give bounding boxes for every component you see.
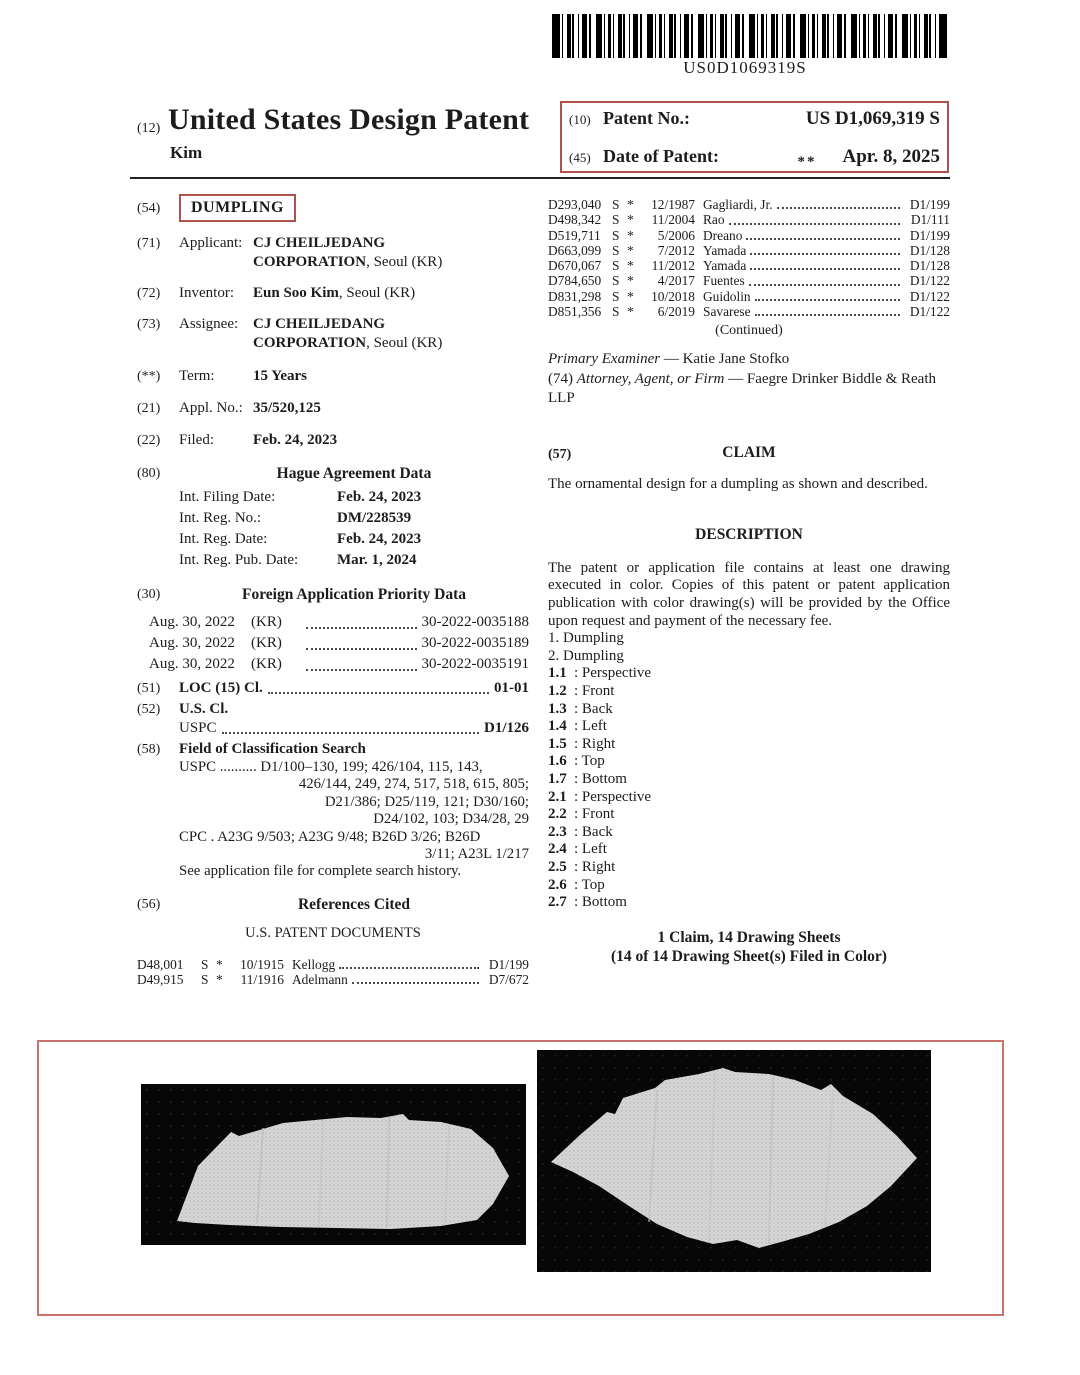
references-continued-note: (Continued) bbox=[715, 323, 783, 339]
figure-views-list bbox=[548, 665, 950, 911]
inventor-value bbox=[253, 284, 473, 303]
figure-view-label: : Left bbox=[574, 718, 607, 735]
ref-date: 10/2018 bbox=[651, 288, 695, 304]
hague-label: Int. Filing Date: bbox=[179, 489, 276, 505]
field-search-label: Field of Classification Search bbox=[179, 741, 366, 757]
figure-number: 2.7 bbox=[548, 894, 567, 911]
term-value: 15 Years bbox=[253, 368, 308, 384]
ref-name: Guidolin bbox=[703, 288, 751, 304]
design-title: DUMPLING bbox=[179, 194, 296, 222]
filed-value: Feb. 24, 2023 bbox=[253, 432, 338, 448]
ref-name: Yamada bbox=[703, 242, 747, 258]
dot-leader bbox=[749, 284, 900, 286]
loc-line bbox=[179, 679, 529, 698]
assignee-name: CJ CHEILJEDANG CORPORATION bbox=[253, 316, 386, 351]
term-label: Term: bbox=[179, 368, 215, 384]
search-history-note: See application file for complete search history. bbox=[179, 863, 462, 880]
priority-number: 30-2022-0035191 bbox=[421, 656, 529, 672]
hague-data-row bbox=[179, 529, 529, 550]
field-search-line: D24/102, 103; D34/28, 29 bbox=[373, 811, 529, 828]
hague-value: Feb. 24, 2023 bbox=[337, 489, 422, 505]
ref-kind: S bbox=[201, 956, 209, 972]
inventor-name: Eun Soo Kim bbox=[253, 285, 339, 301]
hague-data-row bbox=[179, 550, 529, 571]
figure-view-row bbox=[548, 894, 950, 912]
ref-date: 11/2012 bbox=[651, 258, 695, 274]
field-code: (30) bbox=[137, 587, 161, 602]
field-code: (58) bbox=[137, 742, 161, 757]
barcode-image bbox=[552, 14, 947, 58]
dot-leader bbox=[777, 207, 900, 209]
figure-view-label: : Bottom bbox=[574, 771, 627, 787]
figure-number: 1.6 bbox=[548, 753, 567, 770]
ref-doc-number: D670,067 bbox=[548, 258, 602, 274]
field-code: (**) bbox=[137, 369, 161, 384]
figure-view-row bbox=[548, 789, 950, 807]
ref-doc-number: D48,001 bbox=[137, 956, 184, 972]
field-code: (54) bbox=[137, 200, 161, 216]
figure-view-row bbox=[548, 736, 950, 754]
figure-view-row bbox=[548, 859, 950, 877]
applicant-label: Applicant: bbox=[179, 235, 243, 251]
applicant-name: CJ CHEILJEDANG CORPORATION bbox=[253, 235, 386, 270]
date-label: Date of Patent: bbox=[603, 146, 719, 166]
ref-class: D1/199 bbox=[909, 197, 950, 212]
patent-number-row bbox=[569, 108, 940, 130]
ref-kind: S bbox=[201, 972, 209, 988]
dot-leader bbox=[755, 314, 900, 316]
dot-leader bbox=[268, 692, 489, 694]
drawing-items-list bbox=[548, 630, 950, 665]
ref-kind: S bbox=[612, 197, 620, 212]
ref-class: D1/128 bbox=[909, 242, 950, 258]
reference-row bbox=[548, 228, 950, 243]
ref-star: * bbox=[627, 304, 634, 320]
figure-number: 2.1 bbox=[548, 788, 567, 805]
ref-kind: S bbox=[612, 273, 620, 289]
figure-view-row bbox=[548, 718, 950, 736]
ref-class: D1/122 bbox=[909, 304, 950, 320]
patent-date-row bbox=[569, 146, 940, 168]
figure-number: 1.4 bbox=[548, 718, 567, 735]
figure-number: 2.5 bbox=[548, 858, 567, 875]
applicant-value bbox=[253, 234, 473, 272]
ref-class: D1/111 bbox=[910, 212, 950, 228]
ref-class: D1/128 bbox=[909, 258, 950, 274]
ref-date: 12/1987 bbox=[651, 197, 695, 212]
reference-row bbox=[548, 304, 950, 319]
field-search-row bbox=[137, 740, 529, 759]
figure-number: 1.7 bbox=[548, 771, 567, 787]
figure-1-dumpling-front-image bbox=[141, 1084, 526, 1245]
hague-value: DM/228539 bbox=[337, 510, 412, 526]
ref-class: D1/199 bbox=[488, 956, 529, 972]
figure-view-label: : Top bbox=[574, 753, 605, 770]
ref-kind: S bbox=[612, 212, 620, 228]
document-kind-code: (12) bbox=[137, 121, 161, 136]
reference-row bbox=[548, 273, 950, 288]
ref-date: 7/2012 bbox=[657, 242, 695, 258]
reference-row bbox=[137, 972, 529, 987]
figure-view-row bbox=[548, 824, 950, 842]
term-row bbox=[137, 367, 529, 386]
ref-doc-number: D663,099 bbox=[548, 242, 602, 258]
ref-name: Yamada bbox=[703, 258, 747, 274]
figure-view-label: : Left bbox=[574, 841, 607, 858]
figure-view-row bbox=[548, 806, 950, 824]
patent-no-value: US D1,069,319 S bbox=[805, 108, 940, 129]
figure-view-label: : Right bbox=[574, 858, 616, 875]
figure-view-row bbox=[548, 701, 950, 719]
figure-view-label: : Back bbox=[574, 700, 613, 717]
ref-date: 10/1915 bbox=[240, 956, 284, 972]
field-search-line: USPC .......... D1/100–130, 199; 426/104, 115, 143, bbox=[179, 759, 483, 775]
figure-number: 2.4 bbox=[548, 841, 567, 858]
left-column bbox=[137, 192, 529, 987]
figure-view-row bbox=[548, 683, 950, 701]
ref-doc-number: D831,298 bbox=[548, 288, 602, 304]
dot-leader bbox=[755, 299, 900, 301]
hague-heading-row bbox=[137, 464, 529, 483]
field-search-line: 426/144, 249, 274, 517, 518, 615, 805; bbox=[298, 776, 529, 793]
ref-name: Fuentes bbox=[703, 273, 745, 289]
application-number-row bbox=[137, 399, 529, 418]
primary-examiner-name: — Katie Jane Stofko bbox=[660, 351, 790, 368]
ref-doc-number: D49,915 bbox=[137, 972, 184, 988]
ref-kind: S bbox=[612, 242, 620, 258]
dot-leader bbox=[729, 223, 900, 225]
filed-label: Filed: bbox=[179, 432, 215, 448]
dot-leader bbox=[750, 253, 900, 255]
priority-country: (KR) bbox=[251, 635, 282, 651]
ref-name: Savarese bbox=[703, 304, 751, 320]
figure-view-label: : Back bbox=[574, 823, 613, 840]
figure-view-row bbox=[548, 665, 950, 683]
field-code: (22) bbox=[137, 433, 161, 448]
dot-leader bbox=[746, 238, 900, 240]
assignee-row bbox=[137, 315, 529, 353]
ref-date: 4/2017 bbox=[657, 273, 695, 289]
first-named-inventor: Kim bbox=[170, 143, 203, 162]
references-heading-row bbox=[137, 895, 529, 914]
description-heading: DESCRIPTION bbox=[695, 525, 803, 543]
figure-view-label: : Front bbox=[574, 683, 615, 700]
attorney-code: (74) bbox=[548, 370, 577, 387]
field-code: (51) bbox=[137, 681, 161, 696]
figure-view-label: : Right bbox=[574, 735, 616, 752]
figure-number: 1.1 bbox=[548, 665, 567, 682]
claim-heading: CLAIM bbox=[722, 443, 776, 461]
assignee-value bbox=[253, 315, 473, 353]
examiner-block bbox=[548, 350, 950, 409]
loc-value: 01-01 bbox=[494, 680, 529, 696]
ref-star: * bbox=[627, 197, 634, 212]
ref-star: * bbox=[627, 212, 634, 228]
figure-view-label: : Top bbox=[574, 876, 605, 893]
hague-label: Int. Reg. No.: bbox=[179, 510, 262, 526]
reference-row bbox=[548, 197, 950, 212]
field-code: (80) bbox=[137, 466, 161, 481]
reference-row bbox=[548, 258, 950, 273]
figure-view-row bbox=[548, 877, 950, 895]
term-extension-stars: ** bbox=[797, 154, 817, 170]
ref-star: * bbox=[216, 956, 223, 972]
applicant-row bbox=[137, 234, 529, 272]
inventor-location: , Seoul (KR) bbox=[338, 285, 416, 301]
ref-date: 11/2004 bbox=[651, 212, 695, 228]
patent-number-box bbox=[560, 101, 949, 173]
figure-view-row bbox=[548, 841, 950, 859]
uspc-label: USPC bbox=[179, 720, 217, 736]
ref-date: 5/2006 bbox=[657, 227, 695, 243]
filed-row bbox=[137, 431, 529, 450]
references-heading: References Cited bbox=[297, 895, 411, 913]
barcode-text: US0D1069319S bbox=[683, 58, 807, 77]
ref-name: Kellogg bbox=[292, 956, 336, 972]
drawing-item: 2. Dumpling bbox=[548, 647, 624, 664]
field-search-line: 3/11; A23L 1/217 bbox=[424, 846, 529, 863]
ref-star: * bbox=[627, 258, 634, 274]
priority-data-list bbox=[149, 612, 529, 675]
field-code: (57) bbox=[548, 446, 572, 462]
figure-number: 2.6 bbox=[548, 876, 567, 893]
reference-row bbox=[548, 212, 950, 227]
design-title-row bbox=[137, 194, 529, 222]
ref-kind: S bbox=[612, 227, 620, 243]
date-code: (45) bbox=[569, 150, 591, 165]
field-search-line: CPC . A23G 9/503; A23G 9/48; B26D 3/26; B26D bbox=[179, 828, 481, 845]
appl-no-value: 35/520,125 bbox=[253, 400, 321, 416]
field-code: (72) bbox=[137, 286, 161, 301]
ref-kind: S bbox=[612, 304, 620, 320]
hague-data-list bbox=[179, 487, 529, 571]
claims-summary bbox=[548, 928, 950, 966]
ref-name: Dreano bbox=[703, 227, 743, 243]
header-divider bbox=[130, 177, 950, 179]
description-text: The patent or application file contains at least one drawing executed in color. Copies of this patent or patent application publication with color drawing(s) will be provided by the Office upon request and payment of the necessary fee. bbox=[548, 559, 950, 629]
dot-leader bbox=[306, 648, 417, 650]
ref-doc-number: D498,342 bbox=[548, 212, 602, 228]
hague-label: Int. Reg. Pub. Date: bbox=[179, 552, 299, 568]
assignee-location: , Seoul (KR) bbox=[366, 335, 443, 351]
priority-number: 30-2022-0035189 bbox=[421, 635, 529, 651]
drawing-item: 1. Dumpling bbox=[548, 630, 624, 647]
dot-leader bbox=[352, 982, 479, 984]
loc-class-row bbox=[137, 679, 529, 698]
assignee-label: Assignee: bbox=[179, 316, 239, 332]
references-list-left bbox=[137, 957, 529, 988]
ref-doc-number: D519,711 bbox=[548, 227, 601, 243]
appl-no-label: Appl. No.: bbox=[179, 400, 243, 416]
priority-row bbox=[149, 612, 529, 633]
date-value: Apr. 8, 2025 bbox=[842, 146, 940, 167]
claims-summary-line2: (14 of 14 Drawing Sheet(s) Filed in Color) bbox=[611, 947, 887, 965]
hague-label: Int. Reg. Date: bbox=[179, 531, 268, 547]
dot-leader bbox=[222, 732, 479, 734]
ref-star: * bbox=[216, 972, 223, 988]
figure-view-label: : Bottom bbox=[574, 894, 627, 911]
figure-view-row bbox=[548, 771, 950, 789]
right-column bbox=[548, 197, 950, 966]
ref-name: Adelmann bbox=[292, 972, 348, 988]
uspc-value: D1/126 bbox=[484, 720, 529, 736]
primary-examiner-label: Primary Examiner bbox=[548, 351, 661, 368]
hague-value: Mar. 1, 2024 bbox=[337, 552, 417, 568]
us-class-row bbox=[137, 700, 529, 719]
dot-leader bbox=[339, 967, 479, 969]
ref-class: D7/672 bbox=[488, 972, 529, 988]
inventor-label: Inventor: bbox=[179, 285, 234, 301]
claim-text: The ornamental design for a dumpling as shown and described. bbox=[548, 475, 928, 492]
document-title: United States Design Patent bbox=[168, 103, 530, 136]
uspc-line bbox=[179, 719, 529, 738]
priority-country: (KR) bbox=[251, 656, 282, 672]
claim-heading-row bbox=[548, 443, 950, 462]
figure-number: 1.3 bbox=[548, 700, 567, 717]
ref-class: D1/122 bbox=[909, 288, 950, 304]
ref-doc-number: D293,040 bbox=[548, 197, 602, 212]
ref-star: * bbox=[627, 242, 634, 258]
priority-date: Aug. 30, 2022 bbox=[149, 635, 235, 651]
hague-data-row bbox=[179, 508, 529, 529]
dot-leader bbox=[306, 627, 417, 629]
figure-number: 2.3 bbox=[548, 823, 567, 840]
field-code: (52) bbox=[137, 702, 161, 717]
ref-name: Gagliardi, Jr. bbox=[703, 197, 773, 212]
figure-2-dumpling-perspective-image bbox=[537, 1050, 931, 1272]
priority-heading: Foreign Application Priority Data bbox=[241, 586, 467, 603]
patent-no-label: Patent No.: bbox=[603, 108, 690, 128]
patent-no-code: (10) bbox=[569, 112, 591, 127]
figure-number: 1.2 bbox=[548, 683, 567, 700]
field-code: (21) bbox=[137, 401, 161, 416]
us-patent-documents-heading: U.S. PATENT DOCUMENTS bbox=[245, 924, 421, 941]
priority-row bbox=[149, 654, 529, 675]
priority-date: Aug. 30, 2022 bbox=[149, 614, 235, 630]
ref-doc-number: D784,650 bbox=[548, 273, 602, 289]
inventor-row bbox=[137, 284, 529, 303]
hague-data-row bbox=[179, 487, 529, 508]
loc-label: LOC (15) Cl. bbox=[179, 680, 263, 696]
ref-date: 11/1916 bbox=[240, 972, 284, 988]
reference-row bbox=[548, 289, 950, 304]
dot-leader bbox=[750, 268, 900, 270]
applicant-location: , Seoul (KR) bbox=[366, 254, 443, 270]
ref-star: * bbox=[627, 273, 634, 289]
ref-class: D1/199 bbox=[909, 227, 950, 243]
ref-date: 6/2019 bbox=[657, 304, 695, 320]
hague-heading: Hague Agreement Data bbox=[276, 465, 432, 482]
figure-view-label: : Front bbox=[574, 806, 615, 823]
attorney-name: — Faegre Drinker Biddle & Reath LLP bbox=[548, 370, 937, 407]
priority-row bbox=[149, 633, 529, 654]
priority-heading-row bbox=[137, 585, 529, 604]
reference-row bbox=[137, 957, 529, 972]
ref-star: * bbox=[627, 227, 634, 243]
ref-kind: S bbox=[612, 288, 620, 304]
attorney-label: Attorney, Agent, or Firm bbox=[576, 370, 725, 387]
field-code: (73) bbox=[137, 317, 161, 332]
priority-number: 30-2022-0035188 bbox=[421, 614, 529, 630]
ref-kind: S bbox=[612, 258, 620, 274]
field-code: (56) bbox=[137, 896, 161, 912]
figure-view-row bbox=[548, 753, 950, 771]
figure-view-label: : Perspective bbox=[574, 665, 652, 682]
figure-number: 2.2 bbox=[548, 806, 567, 823]
figure-view-label: : Perspective bbox=[574, 788, 652, 805]
drawing-figures-box bbox=[37, 1040, 1004, 1316]
ref-star: * bbox=[627, 288, 634, 304]
us-cl-label: U.S. Cl. bbox=[179, 701, 229, 717]
dot-leader bbox=[306, 669, 417, 671]
priority-country: (KR) bbox=[251, 614, 282, 630]
ref-class: D1/122 bbox=[909, 273, 950, 289]
field-search-line: D21/386; D25/119, 121; D30/160; bbox=[324, 793, 529, 810]
priority-date: Aug. 30, 2022 bbox=[149, 656, 235, 672]
ref-doc-number: D851,356 bbox=[548, 304, 602, 320]
hague-value: Feb. 24, 2023 bbox=[337, 531, 422, 547]
figure-number: 1.5 bbox=[548, 735, 567, 752]
ref-name: Rao bbox=[703, 212, 725, 228]
claims-summary-line1: 1 Claim, 14 Drawing Sheets bbox=[657, 928, 841, 946]
references-list-right bbox=[548, 197, 950, 319]
field-code: (71) bbox=[137, 236, 161, 251]
reference-row bbox=[548, 243, 950, 258]
